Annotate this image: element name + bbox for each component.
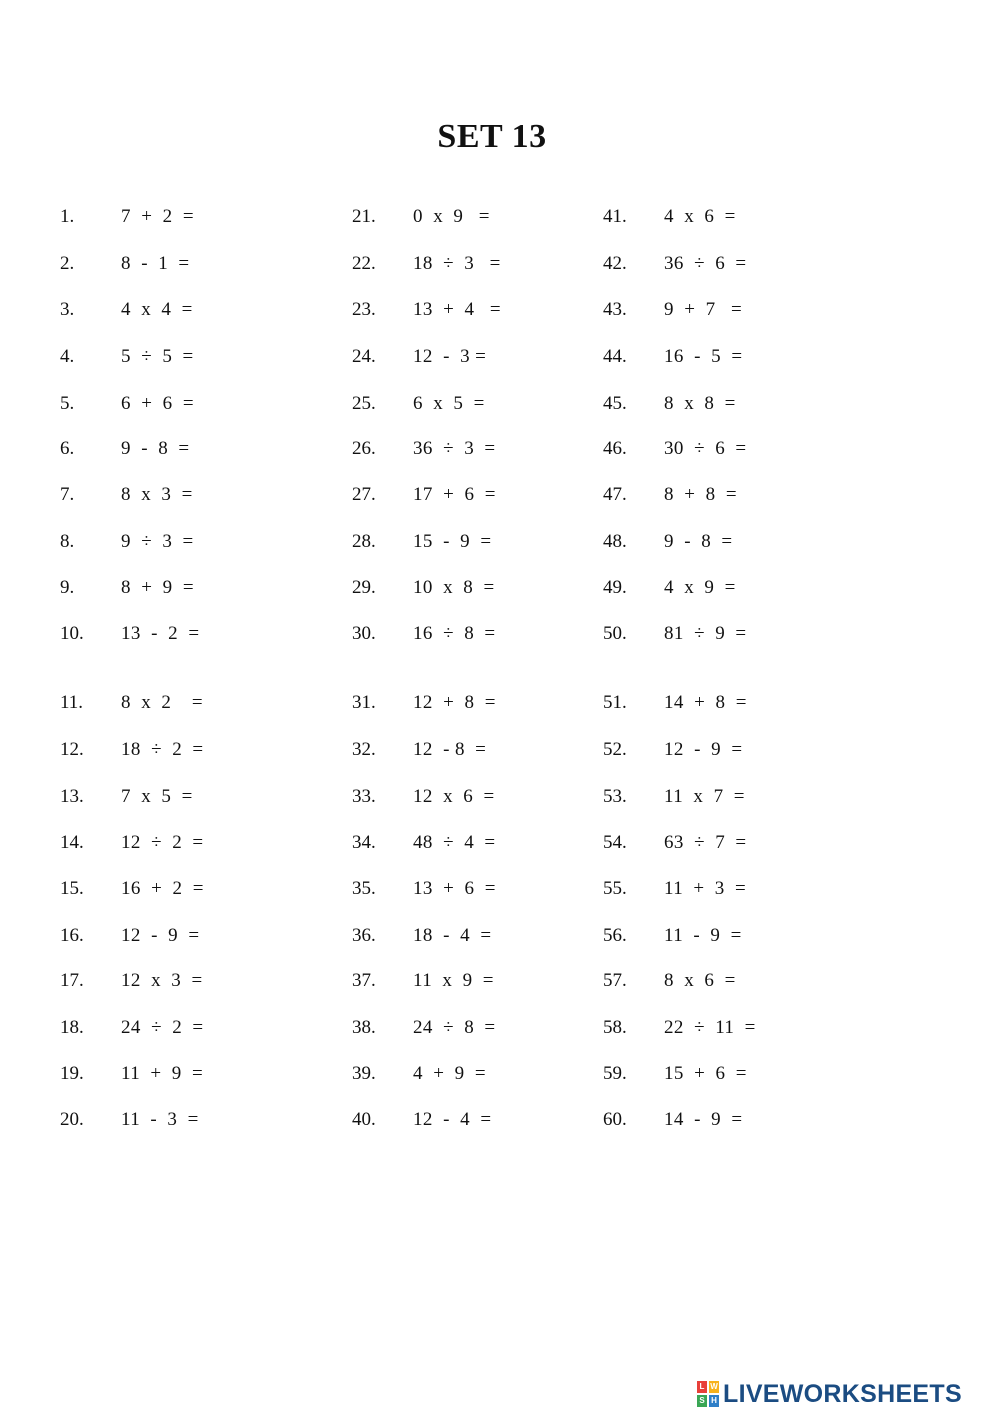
problem-item — [60, 575, 300, 601]
problem-number: 10. — [60, 623, 84, 644]
problem-number: 43. — [603, 299, 627, 320]
problem-number: 14. — [60, 832, 84, 853]
liveworksheets-logo[interactable] — [697, 1380, 962, 1408]
problem-number: 9. — [60, 577, 75, 598]
problem-item — [60, 1015, 300, 1041]
problem-number: 38. — [352, 1017, 376, 1038]
logo-block: L — [697, 1381, 707, 1393]
problem-expression: 7 + 2 = — [121, 206, 194, 227]
problem-expression: 6 x 5 = — [413, 393, 485, 414]
problem-number: 21. — [352, 206, 376, 227]
problem-expression: 9 + 7 = — [664, 299, 743, 320]
problem-number: 48. — [603, 531, 627, 552]
problem-expression: 18 - 4 = — [413, 925, 492, 946]
problem-expression: 4 x 6 = — [664, 206, 736, 227]
problem-number: 44. — [603, 346, 627, 367]
problem-number: 37. — [352, 970, 376, 991]
problem-item — [60, 297, 300, 323]
problem-number: 31. — [352, 692, 376, 713]
problem-number: 46. — [603, 438, 627, 459]
problem-item — [603, 251, 843, 277]
problem-item — [603, 1061, 843, 1087]
problem-expression: 8 x 8 = — [664, 393, 736, 414]
problem-expression: 22 ÷ 11 = — [664, 1017, 756, 1038]
problem-item — [603, 482, 843, 508]
problem-item — [352, 529, 592, 555]
problem-number: 22. — [352, 253, 376, 274]
problem-expression: 9 - 8 = — [121, 438, 190, 459]
problem-number: 5. — [60, 393, 75, 414]
problem-number: 20. — [60, 1109, 84, 1130]
problem-expression: 7 x 5 = — [121, 786, 193, 807]
problem-expression: 11 - 3 = — [121, 1109, 199, 1130]
problem-number: 15. — [60, 878, 84, 899]
problem-item — [603, 344, 843, 370]
problem-number: 6. — [60, 438, 75, 459]
problem-item — [603, 529, 843, 555]
problem-expression: 36 ÷ 6 = — [664, 253, 747, 274]
problem-expression: 12 x 6 = — [413, 786, 495, 807]
problem-item — [603, 830, 843, 856]
problem-number: 7. — [60, 484, 75, 505]
problem-item — [352, 1107, 592, 1133]
problem-expression: 14 - 9 = — [664, 1109, 743, 1130]
problem-number: 35. — [352, 878, 376, 899]
problem-expression: 63 ÷ 7 = — [664, 832, 747, 853]
problem-expression: 8 x 6 = — [664, 970, 736, 991]
problem-number: 27. — [352, 484, 376, 505]
problem-number: 19. — [60, 1063, 84, 1084]
problem-number: 16. — [60, 925, 84, 946]
problem-item — [60, 436, 300, 462]
problem-expression: 8 + 8 = — [664, 484, 737, 505]
problem-item — [603, 923, 843, 949]
problem-expression: 36 ÷ 3 = — [413, 438, 496, 459]
problem-expression: 4 + 9 = — [413, 1063, 486, 1084]
problem-item — [60, 784, 300, 810]
problem-expression: 15 - 9 = — [413, 531, 492, 552]
problem-expression: 4 x 9 = — [664, 577, 736, 598]
problem-number: 57. — [603, 970, 627, 991]
problem-item — [60, 690, 300, 716]
problem-expression: 12 - 3 = — [413, 346, 487, 367]
problem-number: 54. — [603, 832, 627, 853]
problem-expression: 12 + 8 = — [413, 692, 496, 713]
problem-item — [60, 621, 300, 647]
problem-expression: 18 ÷ 3 = — [413, 253, 501, 274]
problem-number: 52. — [603, 739, 627, 760]
problem-item — [60, 391, 300, 417]
problem-expression: 8 + 9 = — [121, 577, 194, 598]
problem-expression: 12 - 8 = — [413, 739, 487, 760]
problem-expression: 15 + 6 = — [664, 1063, 747, 1084]
problem-item — [603, 575, 843, 601]
problem-number: 8. — [60, 531, 75, 552]
problem-item — [60, 344, 300, 370]
problem-item — [603, 690, 843, 716]
problem-item — [352, 621, 592, 647]
problem-item — [352, 297, 592, 323]
problem-item — [352, 1015, 592, 1041]
problem-number: 42. — [603, 253, 627, 274]
problem-number: 2. — [60, 253, 75, 274]
problem-item — [60, 251, 300, 277]
page-title: SET 13 — [437, 118, 547, 155]
problem-item — [60, 923, 300, 949]
problem-expression: 0 x 9 = — [413, 206, 490, 227]
problem-number: 13. — [60, 786, 84, 807]
problem-number: 58. — [603, 1017, 627, 1038]
problem-number: 59. — [603, 1063, 627, 1084]
problem-expression: 12 - 4 = — [413, 1109, 492, 1130]
problem-item — [603, 436, 843, 462]
problem-number: 45. — [603, 393, 627, 414]
problem-expression: 12 - 9 = — [664, 739, 743, 760]
problem-expression: 12 - 9 = — [121, 925, 200, 946]
problem-number: 36. — [352, 925, 376, 946]
problem-expression: 13 + 6 = — [413, 878, 496, 899]
problem-item — [352, 482, 592, 508]
problem-expression: 11 + 3 = — [664, 878, 747, 899]
problem-item — [603, 297, 843, 323]
problem-expression: 13 + 4 = — [413, 299, 501, 320]
problem-item — [603, 621, 843, 647]
logo-block: W — [710, 1382, 718, 1391]
problem-number: 34. — [352, 832, 376, 853]
problem-number: 53. — [603, 786, 627, 807]
problem-number: 3. — [60, 299, 75, 320]
problem-expression: 24 ÷ 8 = — [413, 1017, 496, 1038]
problem-number: 32. — [352, 739, 376, 760]
problem-item — [60, 1107, 300, 1133]
problem-item — [352, 737, 592, 763]
problem-expression: 13 - 2 = — [121, 623, 200, 644]
problem-expression: 8 - 1 = — [121, 253, 190, 274]
problem-expression: 8 x 2 = — [121, 692, 204, 713]
problem-expression: 81 ÷ 9 = — [664, 623, 747, 644]
problem-number: 4. — [60, 346, 75, 367]
problem-number: 28. — [352, 531, 376, 552]
problem-item — [352, 784, 592, 810]
problem-expression: 48 ÷ 4 = — [413, 832, 496, 853]
problem-item — [352, 251, 592, 277]
problem-item — [603, 204, 843, 230]
problem-expression: 17 + 6 = — [413, 484, 496, 505]
problem-item — [352, 391, 592, 417]
problem-expression: 9 ÷ 3 = — [121, 531, 194, 552]
problem-item — [603, 968, 843, 994]
problem-item — [352, 344, 592, 370]
problem-number: 25. — [352, 393, 376, 414]
logo-text: LIVEWORKSHEETS — [723, 1379, 962, 1408]
problem-number: 39. — [352, 1063, 376, 1084]
problem-expression: 24 ÷ 2 = — [121, 1017, 204, 1038]
problem-number: 51. — [603, 692, 627, 713]
problem-item — [352, 690, 592, 716]
problem-item — [60, 737, 300, 763]
problem-item — [603, 784, 843, 810]
problem-expression: 4 x 4 = — [121, 299, 193, 320]
problem-number: 50. — [603, 623, 627, 644]
problem-expression: 11 - 9 = — [664, 925, 742, 946]
logo-blocks-icon — [697, 1381, 719, 1407]
problem-expression: 16 ÷ 8 = — [413, 623, 496, 644]
problem-item — [60, 968, 300, 994]
problem-number: 26. — [352, 438, 376, 459]
problem-expression: 18 ÷ 2 = — [121, 739, 204, 760]
problem-number: 29. — [352, 577, 376, 598]
problem-number: 33. — [352, 786, 376, 807]
problem-number: 49. — [603, 577, 627, 598]
problem-expression: 16 + 2 = — [121, 878, 204, 899]
problem-number: 41. — [603, 206, 627, 227]
problem-expression: 5 ÷ 5 = — [121, 346, 194, 367]
problem-expression: 9 - 8 = — [664, 531, 733, 552]
problem-item — [603, 737, 843, 763]
problem-number: 30. — [352, 623, 376, 644]
problem-item — [352, 204, 592, 230]
problem-item — [352, 876, 592, 902]
problem-number: 47. — [603, 484, 627, 505]
problem-item — [60, 529, 300, 555]
problem-number: 18. — [60, 1017, 84, 1038]
logo-block: S — [697, 1395, 707, 1407]
problem-expression: 12 ÷ 2 = — [121, 832, 204, 853]
problem-item — [60, 876, 300, 902]
problem-expression: 6 + 6 = — [121, 393, 194, 414]
problem-expression: 14 + 8 = — [664, 692, 747, 713]
problem-expression: 12 x 3 = — [121, 970, 203, 991]
problem-item — [352, 1061, 592, 1087]
problem-item — [352, 923, 592, 949]
problem-item — [60, 482, 300, 508]
problem-expression: 11 x 7 = — [664, 786, 745, 807]
problem-number: 40. — [352, 1109, 376, 1130]
problem-item — [60, 204, 300, 230]
problem-item — [603, 1015, 843, 1041]
problem-item — [603, 1107, 843, 1133]
problem-item — [603, 391, 843, 417]
problem-number: 17. — [60, 970, 84, 991]
problem-item — [60, 1061, 300, 1087]
problem-expression: 10 x 8 = — [413, 577, 495, 598]
problem-expression: 11 x 9 = — [413, 970, 494, 991]
problem-number: 12. — [60, 739, 84, 760]
problem-number: 23. — [352, 299, 376, 320]
problem-number: 11. — [60, 692, 84, 713]
problem-item — [603, 876, 843, 902]
problem-expression: 16 - 5 = — [664, 346, 743, 367]
logo-block: H — [709, 1395, 719, 1407]
problem-expression: 8 x 3 = — [121, 484, 193, 505]
problem-number: 1. — [60, 206, 75, 227]
problem-item — [352, 830, 592, 856]
problem-item — [352, 436, 592, 462]
problem-expression: 11 + 9 = — [121, 1063, 204, 1084]
problem-number: 55. — [603, 878, 627, 899]
problem-item — [352, 575, 592, 601]
problem-number: 60. — [603, 1109, 627, 1130]
problem-item — [352, 968, 592, 994]
problem-item — [60, 830, 300, 856]
problem-number: 24. — [352, 346, 376, 367]
problem-expression: 30 ÷ 6 = — [664, 438, 747, 459]
problem-number: 56. — [603, 925, 627, 946]
